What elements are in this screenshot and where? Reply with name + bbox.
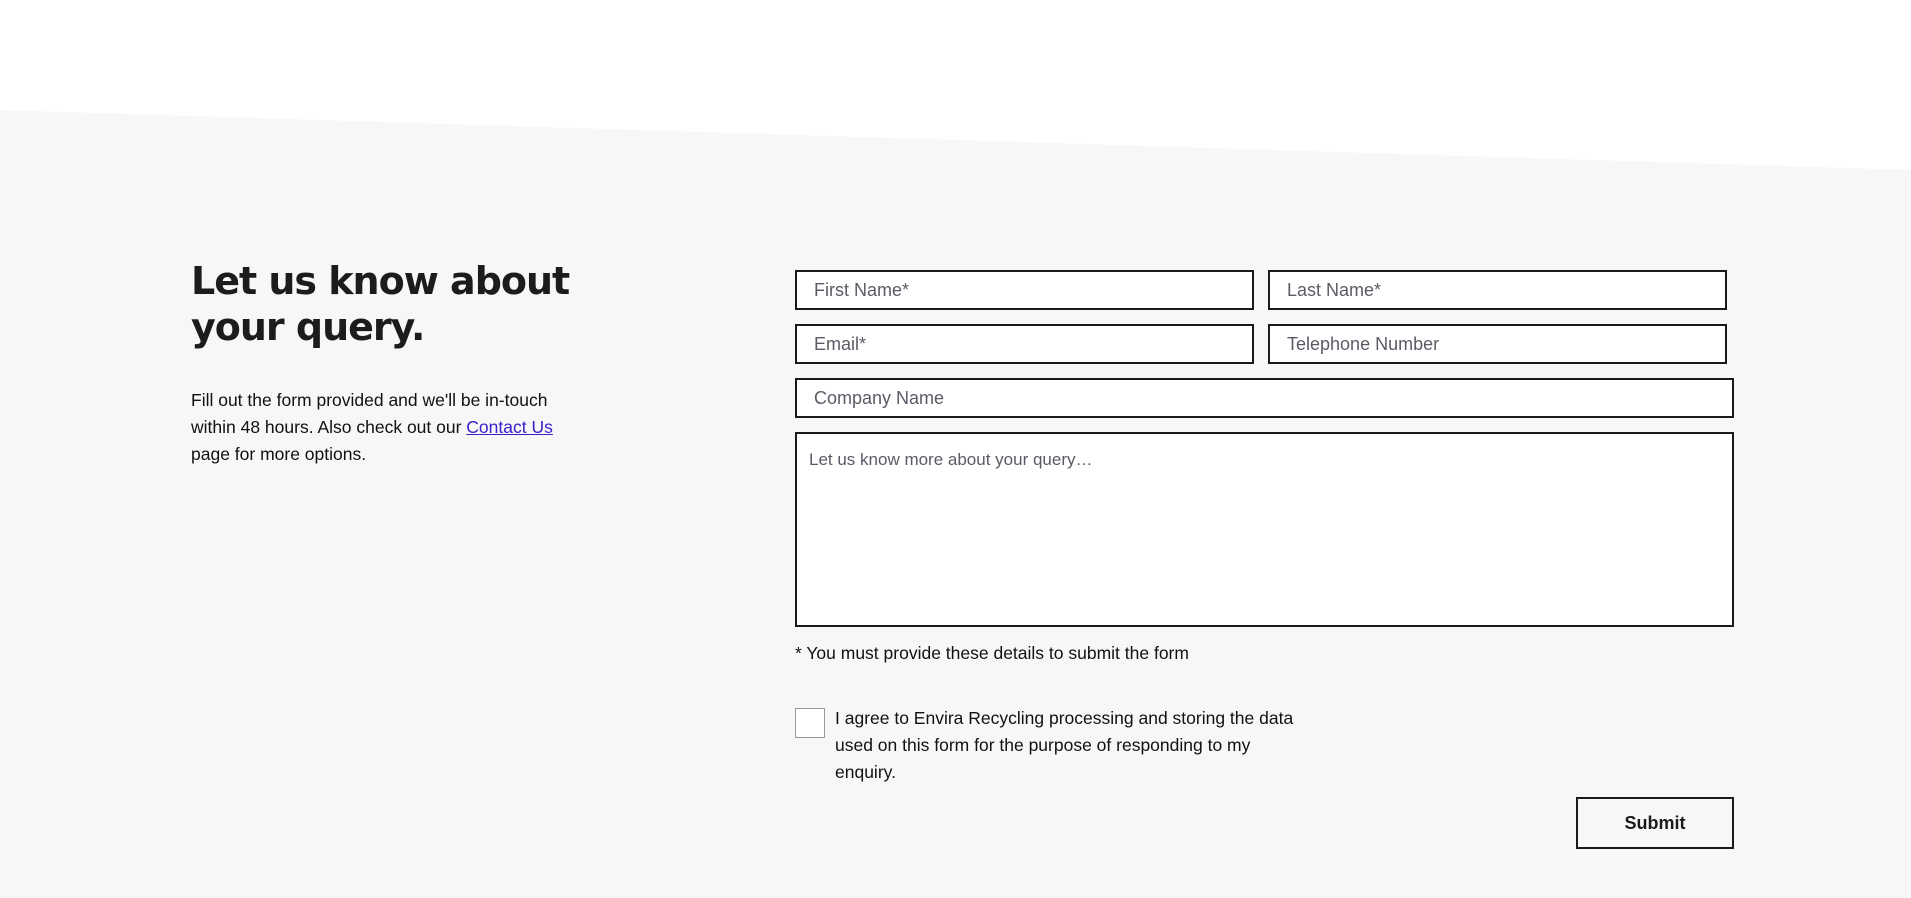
query-textarea[interactable] (795, 432, 1734, 627)
last-name-input[interactable] (1268, 270, 1727, 310)
submit-button[interactable]: Submit (1576, 797, 1734, 849)
intro-block (191, 258, 591, 468)
contact-us-link[interactable]: Contact Us (466, 417, 553, 437)
consent-checkbox[interactable] (795, 708, 825, 738)
title-line-2: your query. (191, 305, 425, 349)
first-name-input[interactable] (795, 270, 1254, 310)
intro-text-before-link: Fill out the form provided and we'll be in-touch within 48 hours. Also check out our (191, 390, 548, 437)
required-fields-note: * You must provide these details to submit the form (795, 643, 1189, 663)
consent-label: I agree to Envira Recycling processing and storing the data used on this form for the purpose of responding to my enquiry. (835, 708, 1294, 782)
company-name-input[interactable] (795, 378, 1734, 418)
intro-text (191, 387, 591, 468)
page-title (191, 258, 591, 350)
telephone-input[interactable] (1268, 324, 1727, 364)
title-line-1: Let us know about (191, 259, 570, 303)
email-input[interactable] (795, 324, 1254, 364)
intro-text-after-link: page for more options. (191, 444, 367, 464)
